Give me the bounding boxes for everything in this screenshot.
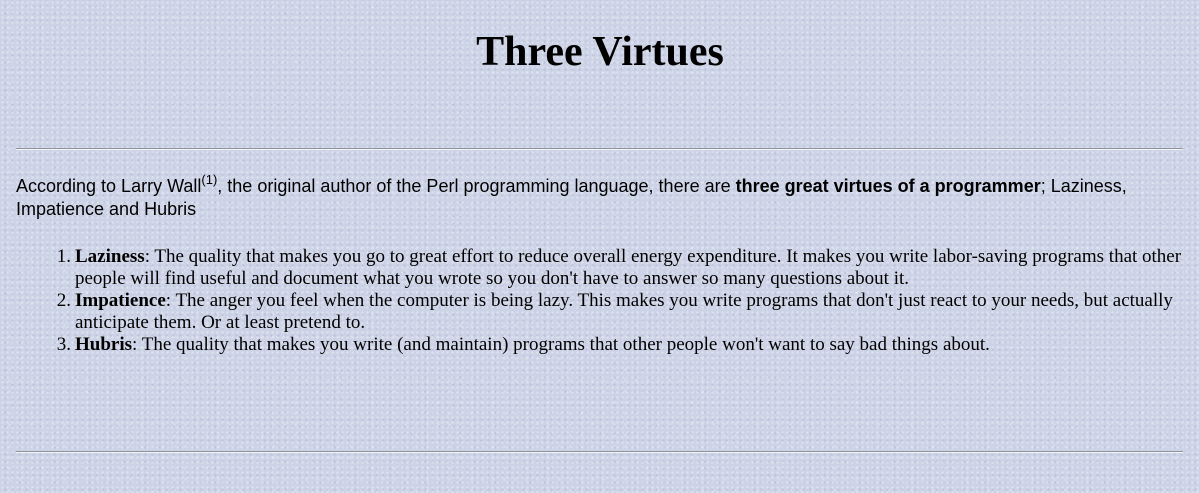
virtue-item-laziness (56, 246, 1185, 290)
virtue-number: 1. (56, 246, 71, 267)
virtue-description: : The quality that makes you write (and maintain) programs that other people won't want to say bad things about. (132, 334, 990, 355)
footnote-reference: (1) (201, 172, 218, 187)
virtue-description: : The quality that makes you go to great effort to reduce overall energy expenditure. It makes you write labor-saving programs that other people will find useful and document what you wrote so you don't have to answer so many questions about it. (75, 246, 1182, 289)
intro-paragraph (16, 172, 1176, 221)
virtue-name: Hubris (75, 334, 133, 355)
virtue-name: Laziness (75, 246, 145, 267)
intro-emphasis: three great virtues of a programmer (735, 176, 1041, 196)
top-divider (16, 148, 1183, 150)
bottom-divider (16, 451, 1183, 453)
virtue-number: 3. (56, 334, 71, 355)
page-title: Three Virtues (476, 29, 724, 75)
virtues-list (56, 246, 1185, 356)
virtue-item-hubris (56, 334, 1185, 356)
intro-text-middle: , the original author of the Perl programming language, there are (217, 176, 736, 196)
virtue-description: : The anger you feel when the computer is being lazy. This makes you write programs that don't just react to your needs, but actually anticipate them. Or at least pretend to. (75, 290, 1173, 333)
virtue-item-impatience (56, 290, 1185, 334)
virtue-name: Impatience (75, 290, 166, 311)
intro-text-end: ; Laziness, Impatience and Hubris (16, 176, 1127, 219)
intro-text-start: According to Larry Wall (16, 176, 202, 196)
virtue-number: 2. (56, 290, 71, 311)
